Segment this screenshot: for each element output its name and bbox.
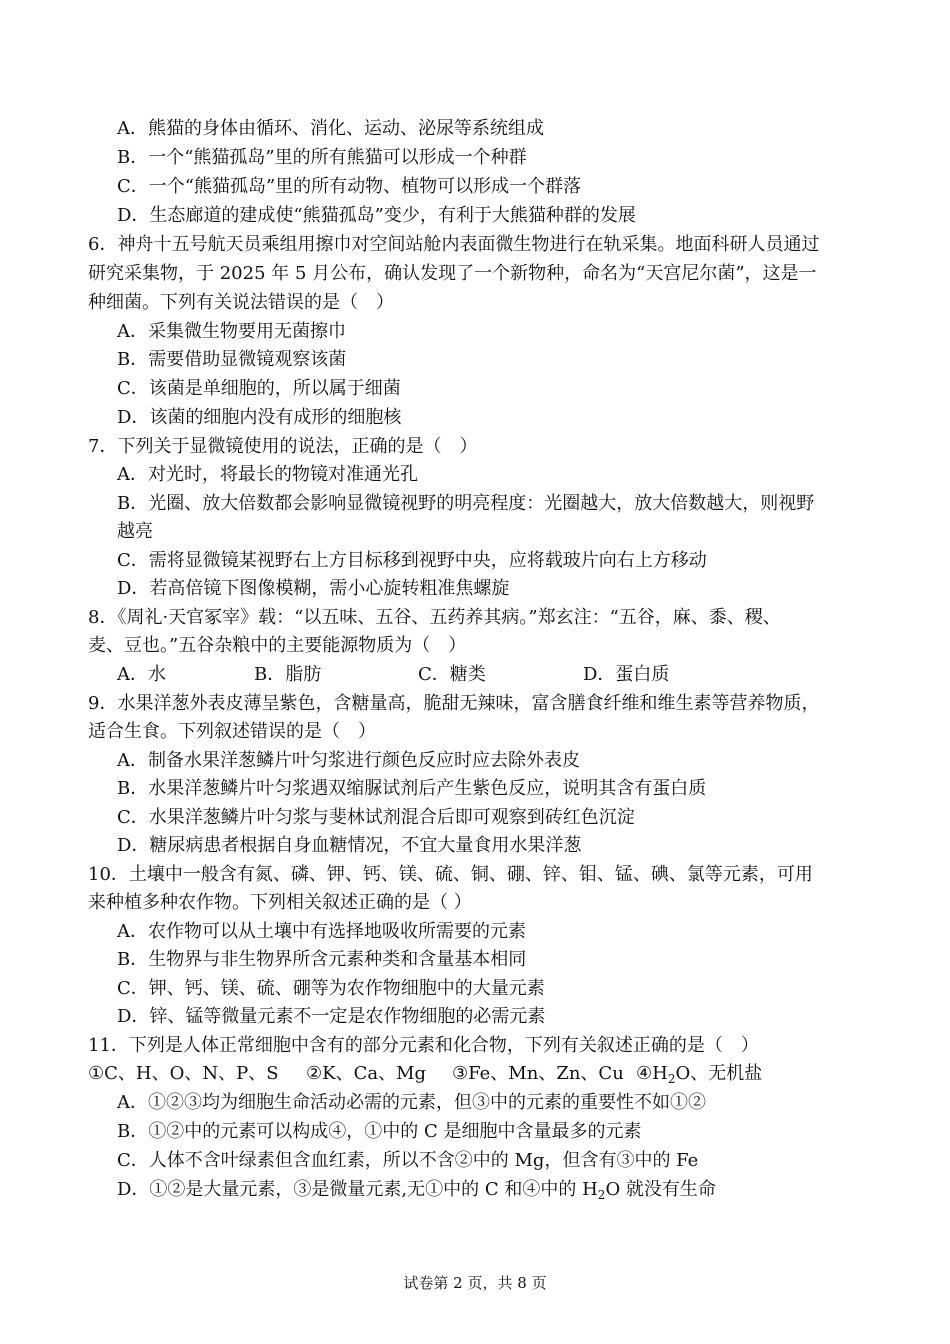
q5-option-b: B．一个“熊猫孤岛”里的所有熊猫可以形成一个种群 (117, 147, 527, 168)
q9-option-b: B．水果洋葱鳞片叶匀浆遇双缩脲试剂后产生紫色反应，说明其含有蛋白质 (117, 778, 707, 799)
q11-option-d-pre: D．①②是大量元素，③是微量元素,无①中的 C 和④中的 H (117, 1179, 598, 1200)
q11-item-4-post: O、无机盐 (675, 1063, 763, 1084)
q10-option-a: A．农作物可以从土壤中有选择地吸收所需要的元素 (117, 921, 526, 942)
q9-option-c: C．水果洋葱鳞片叶匀浆与斐林试剂混合后即可观察到砖红色沉淀 (117, 807, 635, 828)
q8-option-b: B．脂肪 (254, 664, 322, 685)
q11-option-d (117, 1176, 716, 1204)
q9-stem-line-1: 9．水果洋葱外表皮薄呈紫色，含糖量高，脆甜无辣味，富含膳食纤维和维生素等营养物质， (88, 693, 820, 714)
q9-option-d: D．糖尿病患者根据自身血糖情况，不宜大量食用水果洋葱 (117, 835, 582, 856)
q10-stem-line-1: 10．土壤中一般含有氮、磷、钾、钙、镁、硫、铜、硼、锌、钼、锰、碘、氯等元素，可用 (88, 864, 813, 885)
q10-option-d: D．锌、锰等微量元素不一定是农作物细胞的必需元素 (117, 1006, 546, 1027)
q11-stem: 11．下列是人体正常细胞中含有的部分元素和化合物，下列有关叙述正确的是（ ） (88, 1035, 759, 1056)
q10-stem-line-2: 来种植多种农作物。下列相关叙述正确的是（ ） (88, 892, 472, 913)
q8-option-d: D．蛋白质 (583, 664, 670, 685)
q6-stem-line-1: 6．神舟十五号航天员乘组用擦巾对空间站舱内表面微生物进行在轨采集。地面科研人员通过 (88, 234, 820, 255)
q6-option-d: D．该菌的细胞内没有成形的细胞核 (117, 407, 402, 428)
q11-option-d-subscript: 2 (597, 1188, 606, 1202)
q11-item-1: ①C、H、O、N、P、S (88, 1063, 279, 1084)
q9-option-a: A．制备水果洋葱鳞片叶匀浆进行颜色反应时应去除外表皮 (117, 750, 580, 771)
q7-option-c: C．需将显微镜某视野右上方目标移到视野中央，应将载玻片向右上方移动 (117, 550, 707, 571)
q7-option-b: B．光圈、放大倍数都会影响显微镜视野的明亮程度：光圈越大，放大倍数越大，则视野 (117, 493, 815, 514)
q6-option-b: B．需要借助显微镜观察该菌 (117, 349, 347, 370)
q5-option-d: D．生态廊道的建成使“熊猫孤岛”变少，有利于大熊猫种群的发展 (117, 205, 636, 226)
q11-item-3: ③Fe、Mn、Zn、Cu (452, 1063, 624, 1084)
q11-item-2: ②K、Ca、Mg (306, 1063, 427, 1084)
q5-option-a: A．熊猫的身体由循环、消化、运动、泌尿等系统组成 (117, 118, 544, 139)
q11-option-b: B．①②中的元素可以构成④，①中的 C 是细胞中含量最多的元素 (117, 1121, 642, 1142)
q6-option-a: A．采集微生物要用无菌擦巾 (117, 321, 346, 342)
q6-option-c: C．该菌是单细胞的，所以属于细菌 (117, 378, 401, 399)
q11-option-d-post: O 就没有生命 (605, 1179, 716, 1200)
q7-option-a: A．对光时，将最长的物镜对准通光孔 (117, 464, 418, 485)
q11-option-a: A．①②③均为细胞生命活动必需的元素，但③中的元素的重要性不如①② (117, 1092, 706, 1113)
q8-stem-line-1: 8．《周礼·天官冢宰》载：“以五味、五谷、五药养其病。”郑玄注：“五谷，麻、黍、稷、 (88, 607, 781, 628)
q11-item-4-pre: ④H (636, 1063, 668, 1084)
q5-option-c: C．一个“熊猫孤岛”里的所有动物、植物可以形成一个群落 (117, 176, 582, 197)
q10-option-c: C．钾、钙、镁、硫、硼等为农作物细胞中的大量元素 (117, 978, 545, 999)
q6-stem-line-3: 种细菌。下列有关说法错误的是（ ） (88, 292, 394, 313)
q8-option-c: C．糖类 (418, 664, 486, 685)
q6-stem-line-2: 研究采集物，于 2025 年 5 月公布，确认发现了一个新物种，命名为“天宫尼尔菌”，这是一 (88, 263, 817, 284)
page-footer: 试卷第 2 页，共 8 页 (403, 1274, 547, 1292)
q7-option-b-continued: 越亮 (117, 521, 153, 542)
q7-stem: 7．下列关于显微镜使用的说法，正确的是（ ） (88, 436, 478, 457)
q7-option-d: D．若高倍镜下图像模糊，需小心旋转粗准焦螺旋 (117, 578, 510, 599)
q9-stem-line-2: 适合生食。下列叙述错误的是（ ） (88, 721, 376, 742)
q11-option-c: C．人体不含叶绿素但含血红素，所以不含②中的 Mg，但含有③中的 Fe (117, 1150, 699, 1171)
q10-option-b: B．生物界与非生物界所含元素种类和含量基本相同 (117, 949, 527, 970)
q11-item-4 (636, 1060, 762, 1088)
q8-stem-line-2: 麦、豆也。”五谷杂粮中的主要能源物质为（ ） (88, 635, 467, 656)
q11-item-4-subscript: 2 (667, 1072, 676, 1086)
q8-option-a: A．水 (117, 664, 166, 685)
